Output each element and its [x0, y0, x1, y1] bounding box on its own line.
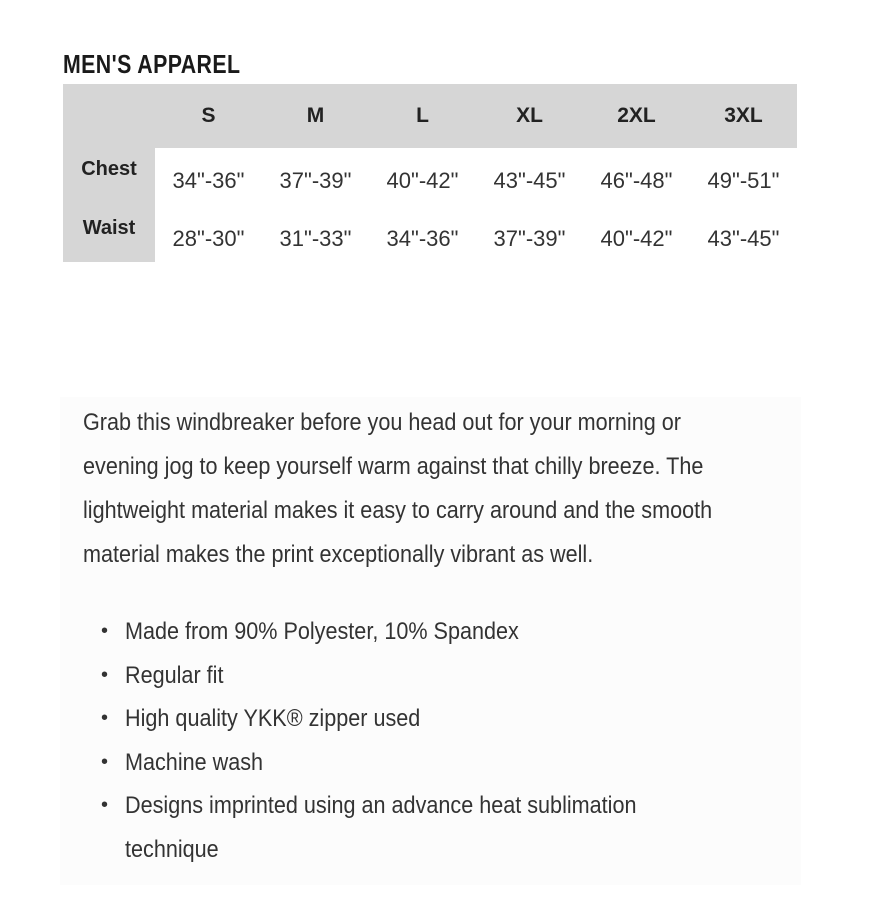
- feature-list: [101, 610, 791, 871]
- description-paragraph: Grab this windbreaker before you head out for your morning or evening jog to keep yourself warm against that chilly breeze. The lightweight material makes it easy to carry around and the smooth material makes the print exceptionally vibrant as well.: [83, 409, 713, 568]
- table-cell: 34"-36": [369, 205, 476, 262]
- table-cell: 43"-45": [476, 148, 583, 205]
- table-cell: 37"-39": [476, 205, 583, 262]
- feature-text: Regular fit: [125, 661, 224, 689]
- section-title: MEN'S APPAREL: [63, 49, 241, 79]
- table-row-chest: [63, 148, 797, 205]
- size-header-2xl: 2XL: [583, 84, 690, 148]
- list-item: [101, 654, 791, 698]
- size-header-m: M: [262, 84, 369, 148]
- table-cell: 37"-39": [262, 148, 369, 205]
- size-header-s: S: [155, 84, 262, 148]
- list-item: [101, 610, 791, 654]
- feature-text: Machine wash: [125, 748, 264, 776]
- feature-text: Designs imprinted using an advance heat sublimation technique: [125, 792, 637, 863]
- table-cell: 28"-30": [155, 205, 262, 262]
- list-item: [101, 784, 791, 871]
- list-item: [101, 741, 791, 785]
- size-chart-table: [63, 84, 797, 262]
- table-cell: 34"-36": [155, 148, 262, 205]
- list-item: [101, 697, 791, 741]
- table-cell: 49"-51": [690, 148, 797, 205]
- size-header-row: [63, 84, 797, 148]
- product-description: [60, 397, 801, 885]
- bullet-icon: •: [101, 707, 109, 729]
- table-cell: 43"-45": [690, 205, 797, 262]
- feature-text: High quality YKK® zipper used: [125, 705, 421, 732]
- bullet-icon: •: [101, 663, 109, 686]
- row-label-chest: Chest: [63, 148, 155, 205]
- table-cell: 46"-48": [583, 148, 690, 205]
- table-cell: 40"-42": [369, 148, 476, 205]
- bullet-icon: •: [101, 750, 109, 773]
- table-corner-cell: [63, 84, 155, 148]
- bullet-icon: •: [101, 794, 109, 816]
- size-header-3xl: 3XL: [690, 84, 797, 148]
- size-header-xl: XL: [476, 84, 583, 148]
- feature-text: Made from 90% Polyester, 10% Spandex: [125, 618, 519, 645]
- table-cell: 31"-33": [262, 205, 369, 262]
- table-cell: 40"-42": [583, 205, 690, 262]
- table-row-waist: [63, 205, 797, 262]
- size-header-l: L: [369, 84, 476, 148]
- bullet-icon: •: [101, 620, 109, 642]
- row-label-waist: Waist: [63, 205, 155, 262]
